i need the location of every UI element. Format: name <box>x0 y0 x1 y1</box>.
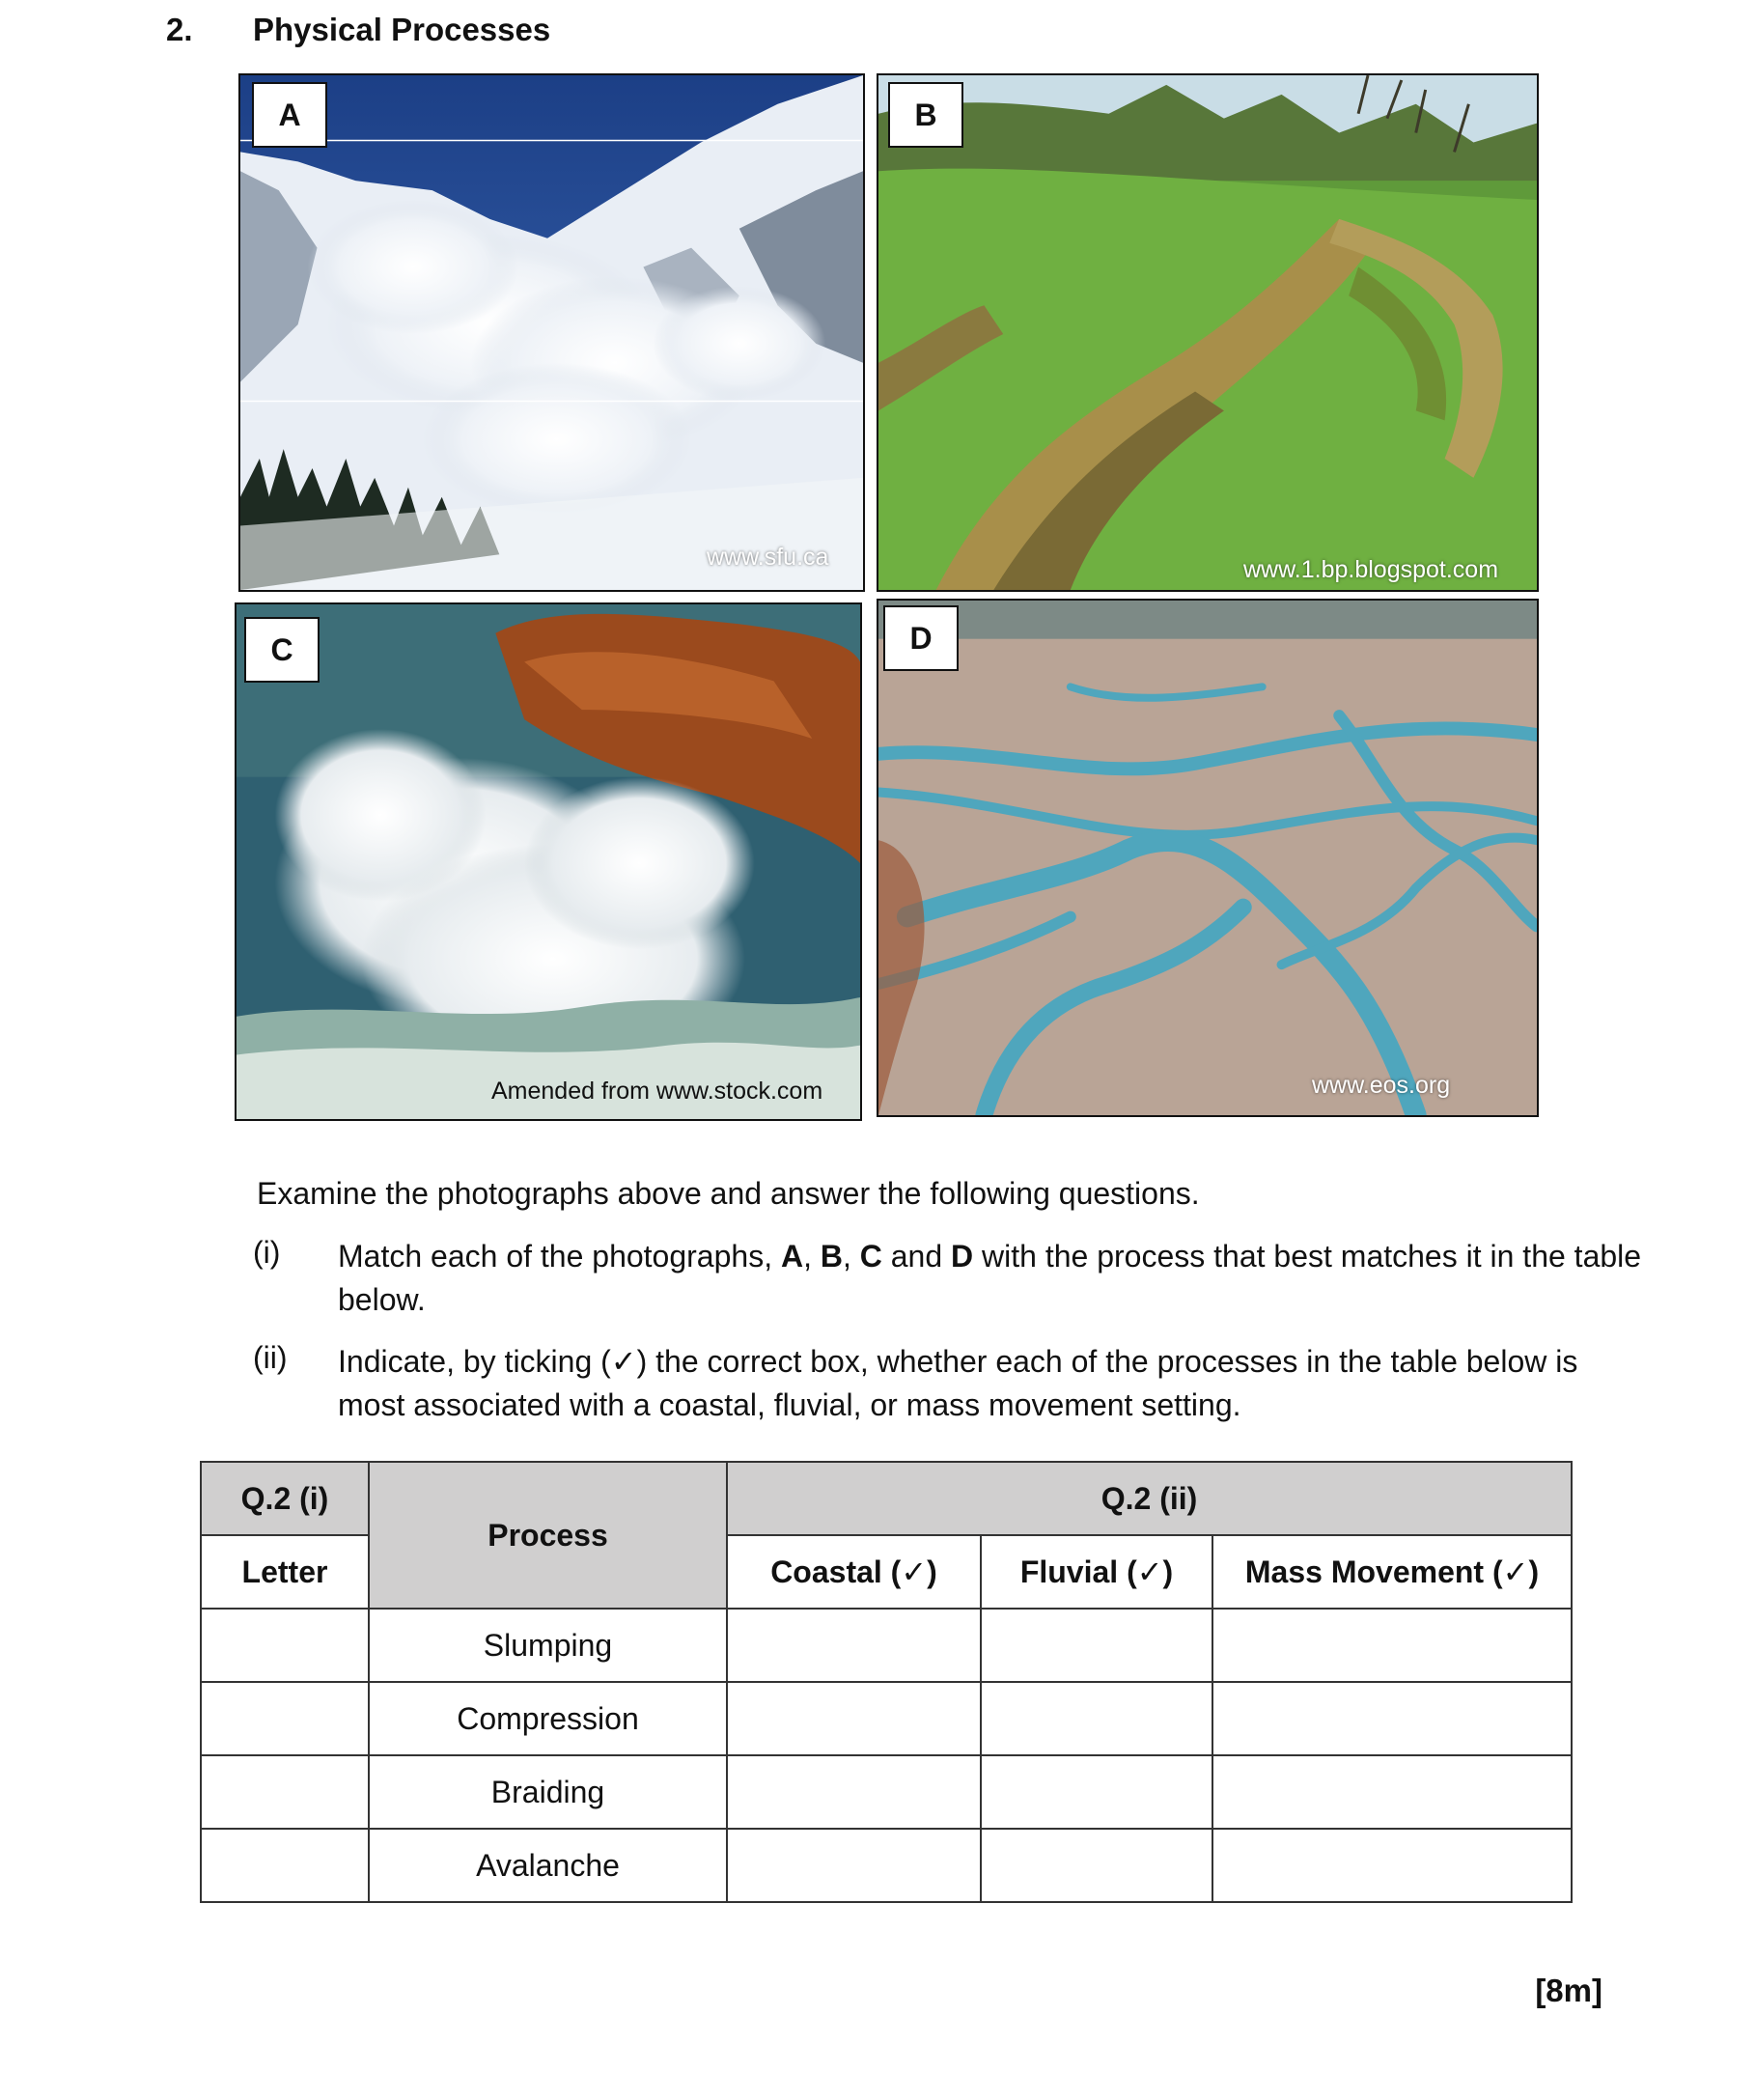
item-ii-text: Indicate, by ticking (✓) the correct box, whether each of the processes in the table below is most associated with a coastal, fluvial, or mass movement setting. <box>338 1344 1578 1422</box>
coastal-tick-cell[interactable] <box>727 1609 981 1682</box>
photo-label-d: D <box>883 605 959 671</box>
header-mass-movement: Mass Movement (✓) <box>1212 1535 1572 1609</box>
photo-d <box>877 599 1539 1117</box>
mass-movement-tick-cell[interactable] <box>1212 1829 1572 1902</box>
photo-credit-a: www.sfu.ca <box>707 544 829 571</box>
letter-cell[interactable] <box>201 1755 369 1829</box>
photo-credit-b: www.1.bp.blogspot.com <box>1243 556 1499 583</box>
instructions-intro: Examine the photographs above and answer the following questions. <box>257 1176 1200 1211</box>
photo-b <box>877 73 1539 592</box>
fluvial-tick-cell[interactable] <box>981 1682 1212 1755</box>
item-ii-numeral: (ii) <box>253 1340 288 1375</box>
photo-label-b: B <box>888 82 963 148</box>
photo-label-c: C <box>244 617 320 683</box>
question-header <box>166 12 550 48</box>
header-coastal: Coastal (✓) <box>727 1535 981 1609</box>
photo-label-a: A <box>252 82 327 148</box>
table-row <box>201 1682 1572 1755</box>
mass-movement-tick-cell[interactable] <box>1212 1682 1572 1755</box>
process-cell: Avalanche <box>369 1829 727 1902</box>
photo-credit-c: Amended from www.stock.com <box>491 1078 823 1105</box>
question-title: Physical Processes <box>253 12 551 47</box>
wave-image <box>237 604 860 1119</box>
header-q2ii: Q.2 (ii) <box>727 1462 1572 1535</box>
marks-total: [8m] <box>1535 1973 1602 2008</box>
header-q2i: Q.2 (i) <box>201 1462 369 1535</box>
header-process: Process <box>369 1462 727 1609</box>
header-letter: Letter <box>201 1535 369 1609</box>
coastal-tick-cell[interactable] <box>727 1682 981 1755</box>
mass-movement-tick-cell[interactable] <box>1212 1755 1572 1829</box>
mass-movement-tick-cell[interactable] <box>1212 1609 1572 1682</box>
question-number: 2. <box>166 12 193 47</box>
fluvial-tick-cell[interactable] <box>981 1829 1212 1902</box>
braided-river-image <box>878 601 1537 1115</box>
fluvial-tick-cell[interactable] <box>981 1755 1212 1829</box>
avalanche-image <box>240 75 863 590</box>
letter-cell[interactable] <box>201 1609 369 1682</box>
photo-credit-d: www.eos.org <box>1312 1072 1451 1099</box>
answer-table <box>200 1461 1573 1903</box>
photo-a <box>238 73 865 592</box>
coastal-tick-cell[interactable] <box>727 1829 981 1902</box>
table-row <box>201 1609 1572 1682</box>
photo-c <box>235 602 862 1121</box>
letter-cell[interactable] <box>201 1829 369 1902</box>
fluvial-tick-cell[interactable] <box>981 1609 1212 1682</box>
item-i-numeral: (i) <box>253 1235 281 1270</box>
header-fluvial: Fluvial (✓) <box>981 1535 1212 1609</box>
process-cell: Braiding <box>369 1755 727 1829</box>
table-row <box>201 1755 1572 1829</box>
slumping-image <box>878 75 1537 590</box>
letter-cell[interactable] <box>201 1682 369 1755</box>
coastal-tick-cell[interactable] <box>727 1755 981 1829</box>
item-i-text: Match each of the photographs, A, B, C and D with the process that best matches it in the table below. <box>338 1239 1642 1317</box>
process-cell: Slumping <box>369 1609 727 1682</box>
table-row <box>201 1829 1572 1902</box>
process-cell: Compression <box>369 1682 727 1755</box>
